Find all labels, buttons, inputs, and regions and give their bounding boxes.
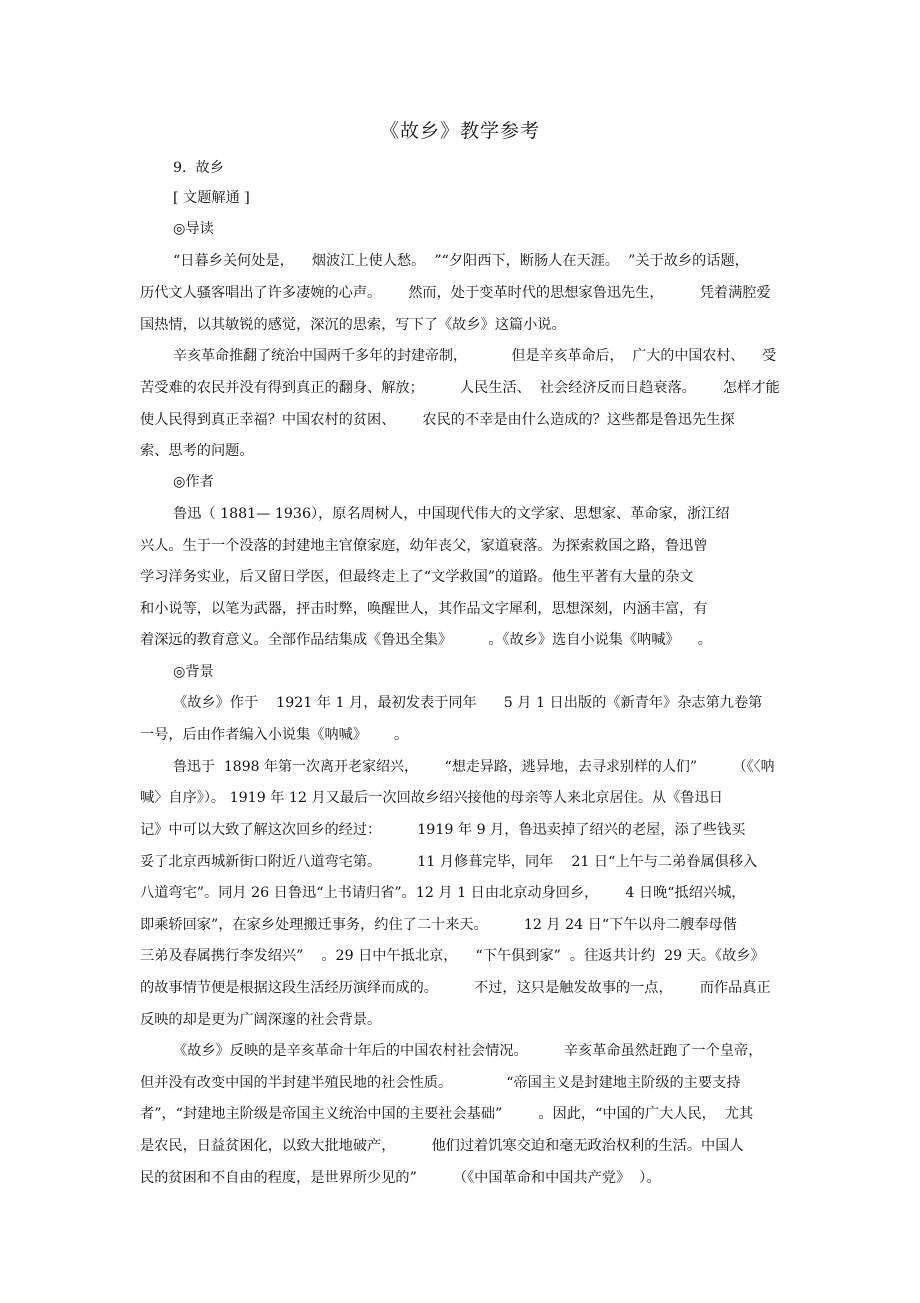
author-line: 兴人。生于一个没落的封建地主官僚家庭，幼年丧父，家道衰落。为探索救国之路，鲁迅曾 [140, 538, 708, 554]
background-line: 《故乡》反映的是辛亥革命十年后的中国农村社会情况。 辛亥革命虽然赶跑了一个皇帝， [173, 1043, 763, 1059]
intro-line: 辛亥革命推翻了统治中国两千多年的封建帝制， 但是辛亥革命后， 广大的中国农村、 受 [173, 348, 777, 364]
background-line: 是农民，日益贫困化，以致大批地破产， 他们过着饥寒交迫和毫无政治权利的生活。中国人 [140, 1138, 744, 1154]
background-line: 的故事情节便是根据这段生活经历演绎而成的。 不过，这只是触发故事的一点， 而作品真正 [140, 980, 771, 996]
section-heading-author: ◎作者 [173, 474, 214, 490]
intro-line: 使人民得到真正幸福？中国农村的贫困、 农民的不幸是由什么造成的？这些都是鲁迅先生探 [140, 412, 735, 428]
section-heading-main: [ 文题解通 ] [173, 190, 250, 206]
section-heading-background: ◎背景 [173, 664, 214, 680]
background-line: 一号，后由作者编入小说集《呐喊》 。 [140, 727, 409, 743]
background-line: 者”，“封建地主阶级是帝国主义统治中国的主要社会基础” 。因此，“中国的广大人民， 尤其 [140, 1106, 754, 1122]
intro-line: 国热情，以其敏锐的感觉，深沉的思索，写下了《故乡》这篇小说。 [140, 317, 566, 333]
background-line: 喊〉自序》）。 1919 年 12 月又最后一次回故乡绍兴接他的母亲等人来北京居住。从《鲁迅日 [140, 790, 723, 806]
background-line: 三弟及春属携行李发绍兴” 。29 日中午抵北京， “下午俱到家” 。往返共计约 29 天。《故乡》 [140, 948, 765, 964]
section-heading-intro: ◎导读 [173, 221, 214, 237]
author-line: 和小说等，以笔为武器，抨击时弊，唤醒世人，其作品文字犀利，思想深刻，内涵丰富，有 [140, 601, 708, 617]
background-line: 但并没有改变中国的半封建半殖民地的社会性质。 “帝国主义是封建地主阶级的主要支持 [140, 1075, 741, 1091]
intro-line: 历代文人骚客唱出了许多凄婉的心声。 然而，处于变革时代的思想家鲁迅先生， 凭着满腔爱 [140, 285, 771, 301]
lesson-heading: 9. 故乡 [173, 160, 224, 176]
author-line: 鲁迅（ 1881— 1936），原名周树人，中国现代伟大的文学家、思想家、革命家，浙江绍 [173, 506, 730, 522]
background-line: 八道弯宅”。同月 26 日鲁迅“上书请归省”。12 月 1 日由北京动身回乡， 4 日晚“抵绍兴城， [140, 885, 746, 901]
background-line: 鲁迅于 1898 年第一次离开老家绍兴， “想走异路，逃异地，去寻求别样的人们” （《〈呐 [173, 759, 775, 775]
background-line: 即乘轿回家”，在家乡处理搬迁事务，约住了二十来天。 12 月 24 日“下午以舟二艘奉母偕 [140, 917, 737, 933]
document-title: 《故乡》教学参考 [379, 120, 540, 142]
author-line: 着深远的教育意义。全部作品结集成《鲁迅全集》 。《故乡》选自小说集《呐喊》 。 [140, 632, 712, 648]
background-line: 民的贫困和不自由的程度，是世界所少见的” （《中国革命和中国共产党》 ）。 [140, 1170, 661, 1186]
background-line: 《故乡》作于 1921 年 1 月，最初发表于同年 5 月 1 日出版的《新青年》杂志第九卷第 [173, 695, 763, 711]
background-line: 妥了北京西城新街口附近八道弯宅第。 11 月修葺完毕，同年 21 日“上午与二弟眷属俱移入 [140, 854, 758, 870]
background-line: 反映的却是更为广阔深邃的社会背景。 [140, 1012, 382, 1028]
author-line: 学习洋务实业，后又留日学医，但最终走上了“文学救国”的道路。他生平著有大量的杂文 [140, 569, 694, 585]
intro-line: 苦受难的农民并没有得到真正的翻身、解放； 人民生活、 社会经济反而日趋衰落。 怎样才能 [140, 380, 780, 396]
background-line: 记》中可以大致了解这次回乡的经过： 1919 年 9 月，鲁迅卖掉了绍兴的老屋，添了些钱买 [140, 822, 746, 838]
intro-line: 索、思考的问题。 [140, 443, 254, 459]
intro-line: “日暮乡关何处是， 烟波江上使人愁。 ”“夕阳西下，断肠人在天涯。 ”关于故乡的话题， [173, 253, 749, 269]
